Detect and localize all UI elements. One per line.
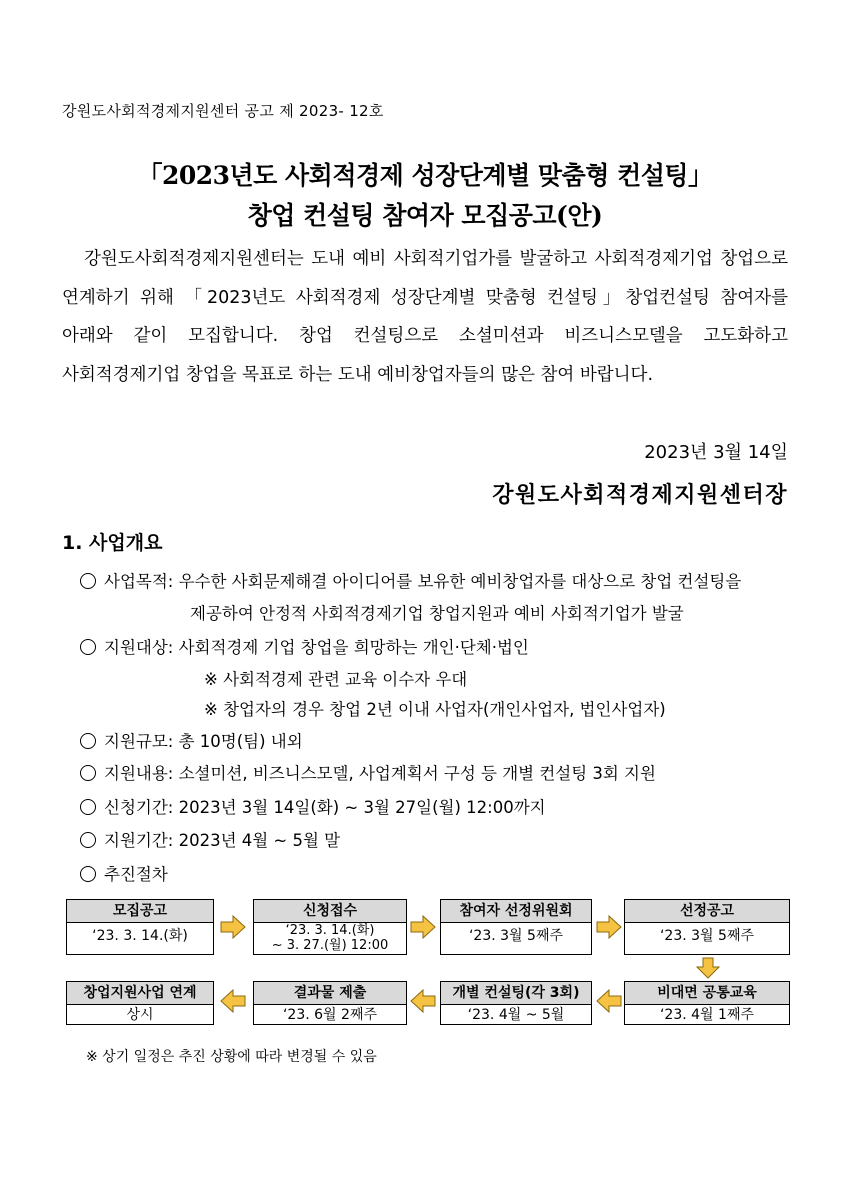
announcement-date: 2023년 3월 14일 [644, 442, 788, 463]
section-heading: 1. 사업개요 [62, 532, 163, 554]
arrow-right-icon [410, 915, 436, 939]
page-title: 「2023년도 사회적경제 성장단계별 맞춤형 컨설팅」 [137, 161, 713, 190]
flow-step-consulting [440, 981, 592, 1025]
item-label: 지원기간: [104, 831, 174, 850]
flow-step-submission [253, 981, 407, 1025]
flow-step-date: ‘23. 6월 2째주 [282, 1007, 377, 1023]
flow-step-linkage [66, 981, 214, 1025]
item-text: 2023년 3월 14일(화) ~ 3월 27일(월) 12:00까지 [178, 798, 546, 817]
arrow-left-icon [220, 989, 246, 1013]
circle-bullet-icon [80, 832, 96, 848]
page-subtitle: 창업 컨설팅 참여자 모집공고(안) [247, 201, 603, 230]
flow-step-date: ‘23. 4월 ~ 5월 [467, 1007, 565, 1023]
item-target [80, 634, 529, 658]
flow-step-committee [440, 899, 592, 955]
target-note-1: ※ 사회적경제 관련 교육 이수자 우대 [204, 670, 468, 689]
item-process [80, 861, 168, 885]
item-content [80, 760, 656, 784]
notice-number: 강원도사회적경제지원센터 공고 제 2023- 12호 [62, 102, 384, 120]
flow-step-apply [253, 899, 407, 955]
item-label: 사업목적: [104, 572, 174, 591]
item-scale [80, 728, 303, 752]
circle-bullet-icon [80, 799, 96, 815]
flow-step-title: 창업지원사업 연계 [67, 982, 213, 1005]
flow-step-date: ‘23. 3월 5째주 [659, 928, 754, 944]
flow-step-title: 개별 컨설팅(각 3회) [441, 982, 591, 1005]
arrow-left-icon [410, 989, 436, 1013]
organization-signature: 강원도사회적경제지원센터장 [492, 483, 788, 508]
flow-step-title: 선정공고 [625, 900, 789, 923]
flow-step-title: 참여자 선정위원회 [441, 900, 591, 923]
flow-step-date: 상시 [126, 1007, 154, 1023]
item-apply [80, 794, 546, 818]
item-text: 2023년 4월 ~ 5월 말 [178, 831, 341, 850]
intro-paragraph: 강원도사회적경제지원센터는 도내 예비 사회적기업가를 발굴하고 사회적경제기업 창업으로 연계하기 위해 「2023년도 사회적경제 성장단계별 맞춤형 컨설팅」창업컨설팅 참여자를 아래와 같이 모집합니다. 창업 컨설팅으로 소셜미션과 비즈니스모델을 고도화하고 사회적경제기업 창업을 목표로 하는 도내 예비창업자들의 많은 참여 바랍니다. [62, 249, 788, 385]
flow-step-title: 신청접수 [254, 900, 406, 923]
item-purpose-cont: 제공하여 안정적 사회적경제기업 창업지원과 예비 사회적기업가 발굴 [190, 604, 684, 623]
item-period [80, 827, 340, 851]
flow-step-title: 모집공고 [67, 900, 213, 923]
item-text: 소셜미션, 비즈니스모델, 사업계획서 구성 등 개별 컨설팅 3회 지원 [178, 764, 656, 783]
item-text: 우수한 사회문제해결 아이디어를 보유한 예비창업자를 대상으로 창업 컨설팅을 [178, 572, 742, 591]
circle-bullet-icon [80, 573, 96, 589]
item-label: 지원대상: [104, 638, 174, 657]
flow-step-date: ‘23. 3월 5째주 [468, 928, 563, 944]
flow-step-selection-notice [624, 899, 790, 955]
flow-step-title: 결과물 제출 [254, 982, 406, 1005]
flow-step-recruit [66, 899, 214, 955]
circle-bullet-icon [80, 866, 96, 882]
flow-step-date: ‘23. 3. 14.(화) [92, 928, 188, 944]
item-label: 지원내용: [104, 764, 174, 783]
item-text: 사회적경제 기업 창업을 희망하는 개인·단체·법인 [178, 638, 529, 657]
item-label: 지원규모: [104, 732, 174, 751]
circle-bullet-icon [80, 733, 96, 749]
flow-step-date: ‘23. 3. 14.(화) [285, 923, 375, 938]
arrow-down-icon [696, 957, 720, 979]
flow-step-date: ‘23. 4월 1째주 [659, 1007, 754, 1023]
flow-step-date: ~ 3. 27.(월) 12:00 [271, 938, 389, 953]
item-text: 총 10명(팀) 내외 [178, 732, 303, 751]
item-label: 추진절차 [104, 865, 168, 884]
footnote: ※ 상기 일정은 추진 상황에 따라 변경될 수 있음 [86, 1049, 377, 1065]
target-note-2: ※ 창업자의 경우 창업 2년 이내 사업자(개인사업자, 법인사업자) [204, 700, 666, 719]
arrow-right-icon [596, 915, 622, 939]
item-label: 신청기간: [104, 798, 174, 817]
arrow-left-icon [596, 989, 622, 1013]
flow-step-online-education [624, 981, 790, 1025]
arrow-right-icon [220, 915, 246, 939]
item-purpose [80, 568, 741, 592]
flow-step-title: 비대면 공통교육 [625, 982, 789, 1005]
circle-bullet-icon [80, 639, 96, 655]
circle-bullet-icon [80, 765, 96, 781]
